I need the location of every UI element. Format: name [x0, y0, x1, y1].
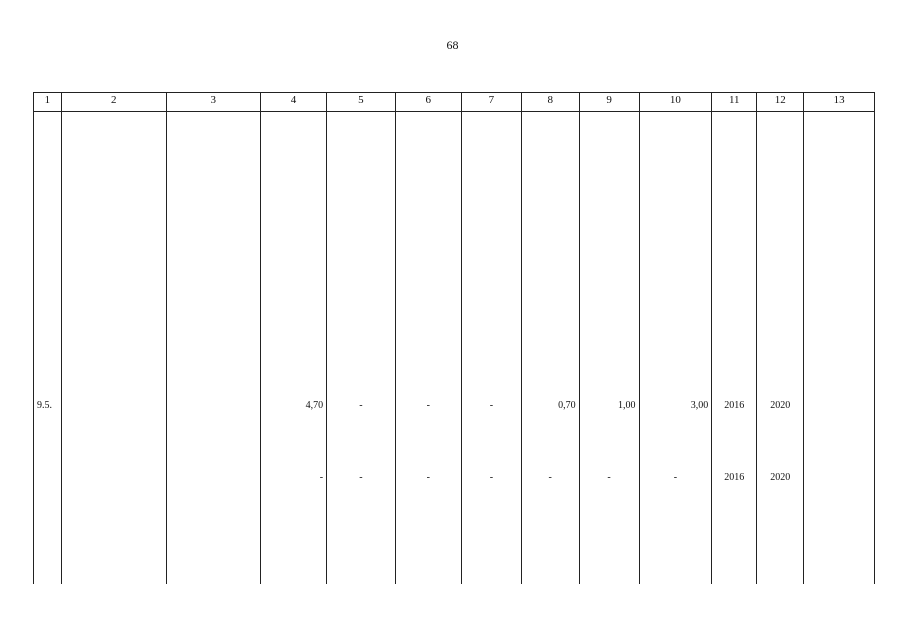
- cell: [461, 112, 521, 401]
- year-value: -: [521, 472, 579, 584]
- year-value: -: [395, 400, 461, 472]
- column-header-7: 7: [461, 93, 521, 112]
- column-header-1: 1: [34, 93, 62, 112]
- executor-name: [166, 472, 260, 584]
- year-value: -: [327, 400, 395, 472]
- column-header-9: 9: [579, 93, 639, 112]
- cell: [639, 112, 712, 401]
- year-value: -: [327, 472, 395, 584]
- row-title: [61, 400, 166, 584]
- end-year: 2020: [757, 400, 804, 472]
- column-header-10: 10: [639, 93, 712, 112]
- cell: [34, 112, 62, 401]
- cell: [327, 112, 395, 401]
- program-table: [33, 92, 875, 584]
- year-value: -: [639, 472, 712, 584]
- table-header-row: [34, 93, 875, 112]
- year-value: -: [579, 472, 639, 584]
- total-value: 4,70: [260, 400, 326, 472]
- column-header-2: 2: [61, 93, 166, 112]
- table-row-9-5-a: [34, 400, 875, 472]
- column-header-12: 12: [757, 93, 804, 112]
- column-header-6: 6: [395, 93, 461, 112]
- continuation-description: [61, 112, 166, 401]
- cell: [579, 112, 639, 401]
- year-value: 3,00: [639, 400, 712, 472]
- page-number: 68: [446, 38, 459, 52]
- cell: [521, 112, 579, 401]
- start-year: 2016: [712, 472, 757, 584]
- year-value: 1,00: [579, 400, 639, 472]
- continuation-result: [804, 112, 875, 401]
- column-header-4: 4: [260, 93, 326, 112]
- year-value: -: [461, 472, 521, 584]
- cell: [757, 112, 804, 401]
- column-header-3: 3: [166, 93, 260, 112]
- cell: [166, 112, 260, 401]
- year-value: -: [395, 472, 461, 584]
- cell: [395, 112, 461, 401]
- year-value: 0,70: [521, 400, 579, 472]
- column-header-8: 8: [521, 93, 579, 112]
- column-header-11: 11: [712, 93, 757, 112]
- total-value: -: [260, 472, 326, 584]
- end-year: 2020: [757, 472, 804, 584]
- year-value: -: [461, 400, 521, 472]
- start-year: 2016: [712, 400, 757, 472]
- cell: [712, 112, 757, 401]
- row-number: 9.5.: [34, 400, 62, 584]
- executor-name: [166, 400, 260, 472]
- column-header-13: 13: [804, 93, 875, 112]
- row-result: [804, 400, 875, 584]
- cell: [260, 112, 326, 401]
- column-header-5: 5: [327, 93, 395, 112]
- continuation-row: [34, 112, 875, 401]
